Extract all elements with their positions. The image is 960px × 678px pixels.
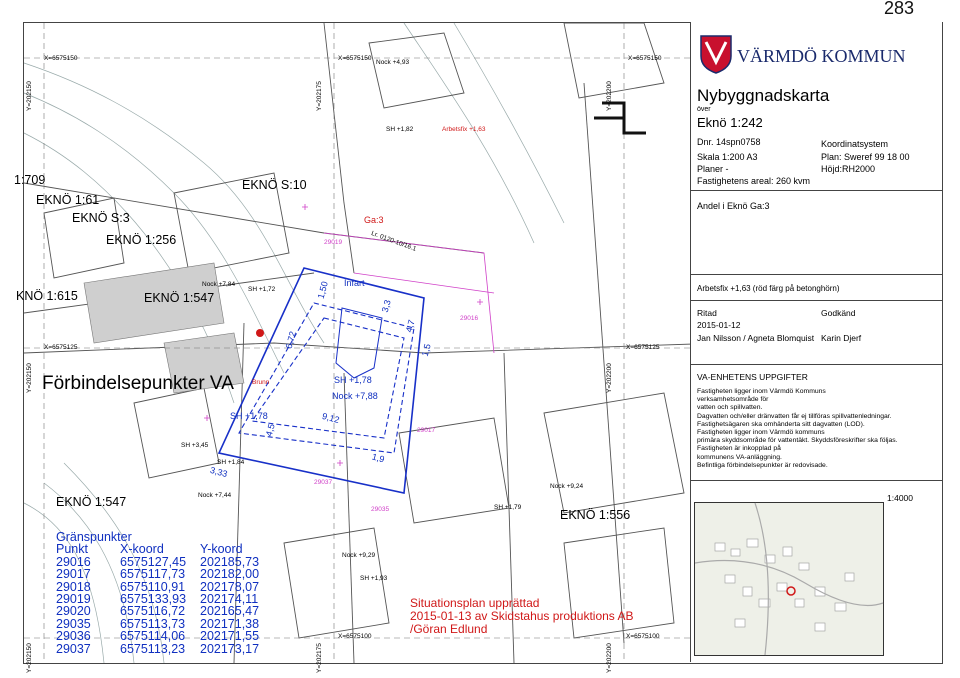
va-text: Fastigheten ligger inom Värmdö Kommuns verksamhetsområde för vatten och spillvatten. Dagvatten och/eller dränvatten får ej tillföras spillvattenledningar. Fastighetsägaren ska omhänderta sitt dagvatten (LOD). Fastigheten ligger inom Värmdö kommuns primära skyddsområde för vattentäkt. Skyddsföreskrifter ska följas. Fastigheten är inkopplad på kommunens VA-anläggning. Befintliga förbindelsepunkter är redovisade.	[697, 388, 898, 469]
table-cell: 29036	[56, 629, 91, 644]
parcel-label: KNÖ 1:615	[16, 289, 78, 303]
height-label: SH +1,93	[360, 575, 388, 582]
table-row	[56, 643, 259, 655]
coord-label: X=6575100	[626, 633, 660, 640]
coord-label: X=6575125	[626, 344, 660, 351]
date-label: 2015-01-12	[697, 320, 741, 330]
table-cell: 29016	[56, 554, 91, 569]
point-id: 29037	[314, 479, 333, 486]
parcel-label: EKNÖ 1:556	[560, 508, 631, 522]
table-cell: 6575133,93	[120, 592, 187, 607]
height-label: SH +1,72	[248, 286, 276, 293]
height-label: Nock +7,84	[202, 281, 236, 288]
table-cell: 6575117,73	[120, 567, 186, 582]
coord-label: Y=202175	[316, 81, 323, 111]
ritad-label: Ritad	[697, 308, 717, 318]
height-label: SH +1,78	[230, 411, 268, 421]
parcel-label: EKNÖ 1:256	[106, 233, 177, 247]
dimension-label: 1,50	[315, 280, 330, 300]
table-row	[56, 630, 259, 642]
coord-label: Y=202150	[26, 643, 33, 673]
dimension-label: 4,5	[263, 422, 277, 438]
table-cell: 202185,73	[200, 554, 260, 569]
parcel-label: Ga:3	[364, 215, 384, 225]
table-cell: 29019	[56, 592, 91, 607]
infart-label: Infart	[344, 278, 365, 288]
note-line: Situationsplan upprättad	[410, 596, 540, 610]
height-label: Nock +7,44	[198, 492, 232, 499]
dimension-label: 6,72	[283, 330, 298, 350]
page-number: 283	[884, 0, 915, 18]
parcel-label: EKNÖ 1:547	[56, 495, 127, 509]
table-title: Gränspunkter	[56, 530, 132, 544]
height-label: Nock +9,29	[342, 552, 376, 559]
road-label: Lr. 0120-10/16.1	[370, 230, 418, 253]
coord-system-label: Koordinatsystem	[821, 139, 889, 149]
coord-label: Y=202150	[26, 81, 33, 111]
dimension-label: 1,5	[419, 342, 433, 358]
dimension-label: 1,9	[370, 451, 386, 465]
coord-label: Y=202200	[606, 643, 613, 673]
table-cell: 202182,00	[200, 567, 260, 582]
coord-label: Y=202150	[26, 363, 33, 393]
parcel-label: 1:709	[14, 173, 46, 187]
height-label: SH +1,79	[494, 504, 522, 511]
coord-label: X=6575150	[44, 55, 78, 62]
table-cell: 202171,38	[200, 616, 260, 631]
point-id: 29019	[324, 239, 343, 246]
dimension-label: 3,3	[379, 298, 393, 314]
note-line: /Göran Edlund	[410, 622, 488, 636]
brunn-label: Brunn	[252, 379, 270, 386]
table-cell: 29017	[56, 567, 91, 582]
table-cell: 29018	[56, 579, 91, 594]
table-cell: 6575113,23	[120, 641, 186, 656]
table-cell: 6575116,72	[120, 604, 186, 619]
table-cell: 202171,55	[200, 629, 260, 644]
dnr-label: Dnr. 14spn0758	[697, 137, 761, 147]
table-cell: 202173,17	[200, 641, 260, 656]
planer-label: Planer -	[697, 164, 729, 174]
height-label: SH +1,78	[334, 375, 372, 385]
share-label: Andel i Eknö Ga:3	[697, 201, 770, 211]
table-cell: 29037	[56, 641, 91, 656]
table-header: Punkt X-koord Y-koord	[56, 542, 243, 557]
height-label: SH +1,82	[386, 126, 414, 133]
table-cell: 6575127,45	[120, 554, 187, 569]
coord-label: X=6575150	[628, 55, 662, 62]
approved-by: Karin Djerf	[821, 333, 862, 343]
inset-map-drawing	[695, 503, 883, 655]
table-cell: 6575113,73	[120, 616, 186, 631]
municipality-name: VÄRMDÖ KOMMUN	[737, 46, 906, 66]
height-label: Nock +7,88	[332, 391, 378, 401]
scale-label: Skala 1:200 A3	[697, 152, 758, 162]
point-id: 29016	[460, 315, 479, 322]
height-label: SH +3,45	[181, 442, 209, 449]
inset-map[interactable]	[694, 502, 884, 656]
arbetsfix-label: Arbetsfix +1,63	[442, 126, 486, 133]
va-heading: Förbindelsepunkter VA	[42, 373, 234, 394]
table-cell: 202178,07	[200, 579, 260, 594]
dimension-label: 4,7	[403, 318, 417, 334]
parcel-label: EKNÖ 1:61	[36, 193, 100, 207]
table-cell: 29035	[56, 616, 91, 631]
arbetsfix-note: Arbetsfix +1,63 (röd färg på betonghörn)	[697, 284, 840, 293]
va-section-heading: VA-ENHETENS UPPGIFTER	[697, 372, 808, 382]
property-label: Eknö 1:242	[697, 115, 763, 130]
dimension-label: 9,12	[321, 410, 341, 426]
title-block	[690, 22, 942, 662]
table-cell: 202165,47	[200, 604, 260, 619]
godkand-label: Godkänd	[821, 308, 856, 318]
coord-label: Y=202200	[606, 81, 613, 111]
height-system-label: Höjd:RH2000	[821, 164, 876, 174]
table-cell: 29020	[56, 604, 91, 619]
map-title: Nybyggnadskarta	[697, 86, 830, 105]
table-row	[56, 605, 259, 617]
parcel-label: EKNÖ S:10	[242, 178, 307, 192]
drawn-by: Jan Nilsson / Agneta Blomquist	[697, 333, 815, 343]
table-row	[56, 568, 259, 580]
point-id: 29017	[417, 427, 436, 434]
height-label: Nock +9,24	[550, 483, 584, 490]
area-label: Fastighetens areal: 260 kvm	[697, 176, 811, 186]
point-id: 29035	[371, 506, 390, 513]
coord-label: X=6575100	[338, 633, 372, 640]
note-line: 2015-01-13 av Skidstahus produktions AB	[410, 609, 634, 623]
coord-label: Y=202175	[316, 643, 323, 673]
plan-system-label: Plan: Sweref 99 18 00	[821, 152, 910, 162]
location-marker	[787, 587, 795, 595]
inset-scale: 1:4000	[887, 493, 913, 503]
dimension-label: 3,33	[209, 464, 229, 480]
table-cell: 6575110,91	[120, 579, 186, 594]
over-label: över	[697, 106, 711, 113]
table-cell: 6575114,06	[120, 629, 186, 644]
coord-label: Y=202200	[606, 363, 613, 393]
situation-note	[410, 597, 633, 636]
table-cell: 202174,11	[200, 592, 259, 607]
coord-label: X=6575125	[44, 344, 78, 351]
height-label: SH +1,84	[217, 459, 245, 466]
parcel-label: EKNÖ S:3	[72, 211, 130, 225]
points-table	[56, 531, 259, 655]
crest-icon	[699, 34, 733, 74]
parcel-label: EKNÖ 1:547	[144, 291, 215, 305]
height-label: Nock +4,93	[376, 59, 410, 66]
brunn-marker	[256, 329, 264, 337]
coord-label: X=6575150	[338, 55, 372, 62]
